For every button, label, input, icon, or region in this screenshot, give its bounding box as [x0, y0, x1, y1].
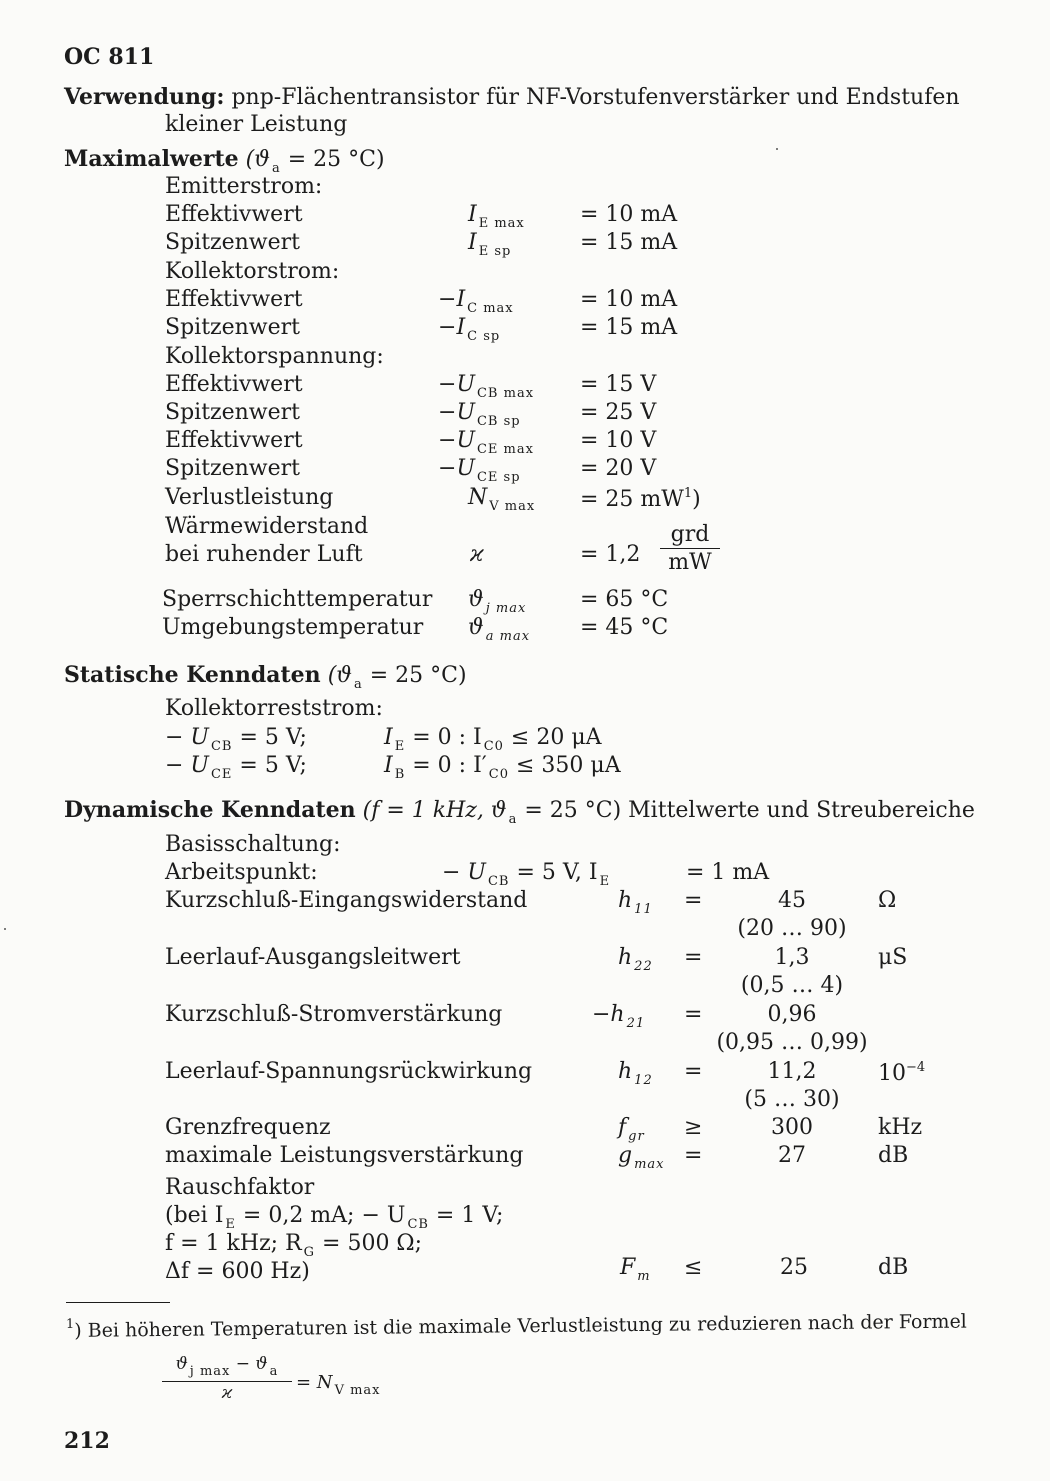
footnote-formula-fraction	[162, 1356, 292, 1402]
max-row-symbol: −I $_{C sp}$	[438, 315, 501, 344]
rausch-title: Rauschfaktor	[165, 1175, 315, 1200]
formula-rhs: = N $_{V max}$	[296, 1372, 381, 1398]
max-row-label: Effektivwert	[165, 372, 303, 397]
dyn-row-unit: Ω	[878, 888, 897, 913]
luft-label: bei ruhender Luft	[165, 542, 363, 567]
verwendung-text: pnp-Flächentransistor für NF-Vorstufenverstärker und Endstufen	[231, 85, 960, 110]
dyn-row-value: 1,3	[774, 945, 810, 970]
temp-row-value: = 65 °C	[580, 587, 669, 612]
dyn-row-range: (0,95 … 0,99)	[716, 1030, 868, 1055]
rausch-unit: dB	[878, 1255, 909, 1280]
luft-unit-numerator: grd	[670, 522, 710, 547]
dyn-row-value: 300	[771, 1115, 813, 1140]
max-row-label: Kollektorspannung:	[165, 344, 384, 369]
rausch-relation: ≤	[684, 1255, 703, 1280]
formula-denominator: ϰ	[221, 1383, 233, 1403]
max-row-symbol: −U $_{CB sp}$	[438, 400, 521, 429]
dyn-row-label: Kurzschluß-Eingangswiderstand	[165, 888, 528, 913]
dyn-row-relation: =	[684, 888, 703, 913]
dynamic-heading-cond: (f = 1 kHz, ϑ $_a$ = 25 °C) Mittelwerte und Streubereiche	[362, 798, 975, 827]
dyn-row-label: maximale Leistungsverstärkung	[165, 1143, 524, 1168]
dyn-row-range: (0,5 … 4)	[740, 973, 844, 998]
max-row-label: Spitzenwert	[165, 456, 301, 481]
dyn-row-symbol: f $_{gr}$	[618, 1115, 645, 1144]
max-row-value: = 15 mA	[580, 230, 678, 255]
static-label: Kollektorreststrom:	[165, 696, 383, 721]
footnote-marker: 1	[65, 1316, 75, 1332]
max-row-symbol: −I $_{C max}$	[438, 287, 514, 316]
scan-speck	[776, 148, 778, 150]
static-line-2: − U $_{CE}$ = 5 V;	[165, 753, 307, 782]
max-row-value: = 10 mA	[580, 287, 678, 312]
dyn-row-range: (5 … 30)	[744, 1087, 840, 1112]
scan-speck	[4, 928, 6, 930]
static-heading	[64, 664, 467, 691]
dyn-row-relation: =	[684, 1059, 703, 1084]
luft-unit-denominator: mW	[668, 550, 712, 575]
max-row-label: Effektivwert	[165, 428, 303, 453]
max-heading-label: Maximalwerte	[64, 146, 239, 172]
dyn-row-unit: $10^{-4}$	[878, 1060, 926, 1086]
dyn-row-unit: dB	[878, 1143, 909, 1168]
basis-label: Basisschaltung:	[165, 832, 341, 857]
arbeitspunkt-condition: − U $_{CB}$ = 5 V, I $_E$	[442, 860, 611, 889]
static-heading-label: Statische Kenndaten	[64, 662, 321, 688]
luft-symbol: ϰ	[470, 542, 484, 567]
temp-row-symbol: ϑ $_{a max}$	[468, 615, 531, 644]
max-row-symbol: −U $_{CB max}$	[438, 372, 535, 401]
dyn-row-value: 0,96	[767, 1002, 817, 1027]
dyn-row-unit: μS	[878, 945, 908, 970]
dyn-row-value: 45	[778, 888, 806, 913]
dyn-row-label: Leerlauf-Ausgangsleitwert	[165, 945, 461, 970]
dyn-row-symbol: h $_{22}$	[618, 945, 653, 974]
max-heading-cond: (ϑ $_a$ = 25 °C)	[245, 147, 385, 176]
max-row-value: = 15 mA	[580, 315, 678, 340]
max-row-value: = 10 mA	[580, 202, 678, 227]
verwendung-label: Verwendung:	[64, 84, 225, 110]
max-row-label: Spitzenwert	[165, 230, 301, 255]
dyn-row-label: Grenzfrequenz	[165, 1115, 331, 1140]
dyn-row-relation: =	[684, 945, 703, 970]
dyn-row-value: 11,2	[767, 1059, 817, 1084]
max-row-label: Wärmewiderstand	[165, 514, 369, 539]
max-row-label: Kollektorstrom:	[165, 259, 340, 284]
verwendung-line	[64, 86, 960, 109]
max-row-value: = 20 V	[580, 456, 657, 481]
static-line-1-right: I $_E$ = 0 : I $_{C0}$ ≤ 20 μA	[384, 725, 602, 754]
luft-unit-fraction	[660, 524, 720, 574]
page-number: 212	[64, 1428, 110, 1454]
dyn-row-symbol: h $_{11}$	[618, 888, 653, 917]
dyn-row-value: 27	[778, 1143, 806, 1168]
dyn-row-unit: kHz	[878, 1115, 923, 1140]
static-line-2-right: I $_B$ = 0 : I′ $_{C0}$ ≤ 350 μA	[384, 753, 621, 782]
max-row-label: Spitzenwert	[165, 315, 301, 340]
arbeitspunkt-value: = 1 mA	[686, 860, 770, 885]
max-row-value: = 25 $mW^1$)	[580, 486, 701, 512]
max-row-label: Effektivwert	[165, 287, 303, 312]
arbeitspunkt-label: Arbeitspunkt:	[165, 860, 318, 885]
max-row-symbol: −U $_{CE sp}$	[438, 456, 521, 485]
dynamic-heading-label: Dynamische Kenndaten	[64, 797, 356, 823]
dyn-row-range: (20 … 90)	[737, 916, 847, 941]
formula-numerator: ϑ $_{j max}$ − ϑ $_a$	[175, 1354, 279, 1379]
footnote-divider	[66, 1302, 170, 1303]
max-row-symbol: N $_{V max}$	[468, 485, 536, 514]
luft-value: = 1,2	[580, 542, 641, 567]
footnote-text: $^1$) Bei höheren Temperaturen ist die maximale Verlustleistung zu reduzieren nach der Formel	[65, 1310, 967, 1342]
temp-row-value: = 45 °C	[580, 615, 669, 640]
max-row-value: = 15 V	[580, 372, 657, 397]
static-heading-cond: (ϑ $_a$ = 25 °C)	[327, 663, 467, 692]
dyn-row-symbol: g $_{max}$	[618, 1143, 665, 1172]
max-row-symbol: I $_{E sp}$	[468, 230, 512, 259]
verwendung-text-2: kleiner Leistung	[165, 112, 348, 137]
dyn-row-relation: =	[684, 1002, 703, 1027]
rausch-value: 25	[780, 1255, 808, 1280]
rausch-symbol: F $_m$	[620, 1255, 651, 1284]
dyn-row-relation: =	[684, 1143, 703, 1168]
rausch-line-1: (bei I $_E$ = 0,2 mA; − U $_{CB}$ = 1 V;	[165, 1203, 504, 1232]
max-row-symbol: −U $_{CE max}$	[438, 428, 534, 457]
rausch-line-2: f = 1 kHz; R $_G$ = 500 Ω;	[165, 1231, 423, 1260]
dyn-row-relation: ≥	[684, 1115, 703, 1140]
dyn-row-label: Kurzschluß-Stromverstärkung	[165, 1002, 503, 1027]
max-row-symbol: I $_{E max}$	[468, 202, 525, 231]
temp-row-symbol: ϑ $_{j max}$	[468, 587, 527, 616]
dyn-row-label: Leerlauf-Spannungsrückwirkung	[165, 1059, 533, 1084]
temp-row-label: Umgebungstemperatur	[162, 615, 424, 640]
rausch-line-3: Δf = 600 Hz)	[165, 1259, 310, 1284]
max-row-value: = 10 V	[580, 428, 657, 453]
page-title: OC 811	[64, 44, 155, 70]
temp-row-label: Sperrschichttemperatur	[162, 587, 433, 612]
dyn-row-symbol: h $_{12}$	[618, 1059, 653, 1088]
max-row-label: Effektivwert	[165, 202, 303, 227]
max-heading	[64, 148, 385, 175]
max-row-label: Spitzenwert	[165, 400, 301, 425]
dynamic-heading	[64, 799, 975, 826]
max-row-label: Emitterstrom:	[165, 174, 323, 199]
static-line-1: − U $_{CB}$ = 5 V;	[165, 725, 307, 754]
max-row-label: Verlustleistung	[165, 485, 334, 510]
max-row-value: = 25 V	[580, 400, 657, 425]
dyn-row-symbol: −h $_{21}$	[592, 1002, 646, 1031]
